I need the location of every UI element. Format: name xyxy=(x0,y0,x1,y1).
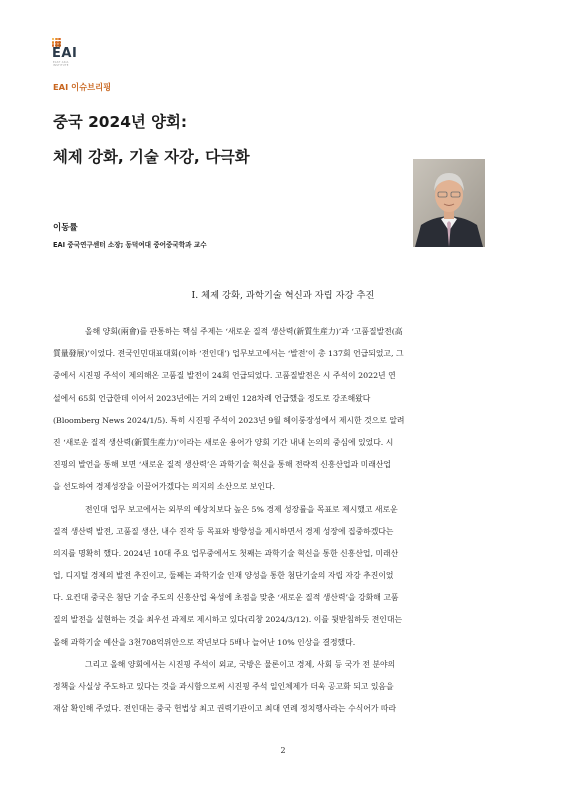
body-line: (Bloomberg News 2024/1/5). 특히 시진핑 주석이 2023년 9월 헤이룽장성에서 제시한 것으로 알려 xyxy=(53,415,405,425)
page-title-line-1: 중국 2024년 양회: xyxy=(53,113,188,131)
author-photo xyxy=(413,159,485,247)
section-heading: I. 체제 강화, 과학기술 혁신과 자립 자강 추진 xyxy=(191,290,375,301)
body-text xyxy=(53,325,513,724)
body-line: 그리고 올해 양회에서는 시진핑 주석이 외교, 국방은 물론이고 경제, 사회 등 국가 전 분야의 xyxy=(85,659,396,669)
series-label: EAI 이슈브리핑 xyxy=(53,82,112,92)
body-line: 설에서 65회 언급한데 이어서 2023년에는 거의 2배인 128차례 언급했을 정도로 강조해왔다 xyxy=(53,393,371,403)
body-line: 을 선도하여 경제성장을 이끌어가겠다는 의지의 소산으로 보인다. xyxy=(53,482,276,492)
body-line: 정책을 사실상 주도하고 있다는 것을 과시함으로써 시진핑 주석 일인체제가 더욱 공고화 되고 있음을 xyxy=(53,682,394,691)
logo-text: EAI xyxy=(52,46,78,61)
page-number: 2 xyxy=(280,746,286,755)
body-line: 업, 디지털 경제의 발전 추진이고, 둘째는 과학기술 인재 양성을 통한 첨단기술의 자립 자강 추진이었 xyxy=(53,571,394,581)
body-line: 질적 생산력 발전, 고품질 생산, 내수 진작 등 목표와 방향성을 제시하면서 경제 성장에 집중하겠다는 xyxy=(53,526,394,536)
author-affiliation: EAI 중국연구센터 소장; 동덕여대 중어중국학과 교수 xyxy=(53,241,207,249)
body-line: 중에서 시진핑 주석이 제의해온 고품질 발전이 24회 언급되었다. 고품질발전은 시 주석이 2022년 연 xyxy=(53,371,396,381)
body-line: 올해 양회(兩會)를 관통하는 핵심 주제는 ‘새로운 질적 생산력(新質生産力)’과 ‘고품질발전(高 xyxy=(85,327,403,336)
body-line: 質量發展)’이었다. 전국인민대표대회(이하 ‘전인대’) 업무보고에서는 ‘발전’이 총 137회 언급되었고, 그 xyxy=(53,349,404,359)
body-line: 올해 과학기술 예산을 3천708억위안으로 작년보다 5배나 늘어난 10% 인상을 결정했다. xyxy=(53,637,356,647)
author-name: 이동률 xyxy=(53,223,78,233)
body-line: 진핑의 발언을 통해 보면 ‘새로운 질적 생산력’은 과학기술 혁신을 통해 전략적 신흥산업과 미래산업 xyxy=(53,460,391,470)
eai-logo xyxy=(52,38,82,66)
body-line: 진 ‘새로운 질적 생산력(新質生産力)’이라는 새로운 용어가 양회 기간 내내 논의의 중심에 있었다. 시 xyxy=(53,437,394,447)
page-title-line-2: 체제 강화, 기술 자강, 다극화 xyxy=(53,148,250,166)
body-line: 다. 요컨대 중국은 첨단 기술 주도의 신흥산업 육성에 초점을 맞춘 ‘새로운 질적 생산력’을 강화해 고품 xyxy=(53,593,399,603)
logo-tagline: EAST ASIA INSTITUTE xyxy=(53,61,69,67)
body-line: 전인대 업무 보고에서는 외부의 예상치보다 높은 5% 경제 성장률을 목표로 제시했고 새로운 xyxy=(85,504,398,514)
body-line: 의지를 명확히 했다. 2024년 10대 주요 업무중에서도 첫째는 과학기술 혁신을 통한 신흥산업, 미래산 xyxy=(53,548,399,558)
body-line: 재삼 확인해 주었다. 전인대는 중국 헌법상 최고 권력기관이고 최대 연례 정치행사라는 수식어가 따라 xyxy=(53,704,397,714)
author-portrait-image xyxy=(413,159,485,247)
body-line: 질의 발전을 실현하는 것을 최우선 과제로 제시하고 있다(리창 2024/3/12). 이를 뒷받침하듯 전인대는 xyxy=(53,615,403,625)
